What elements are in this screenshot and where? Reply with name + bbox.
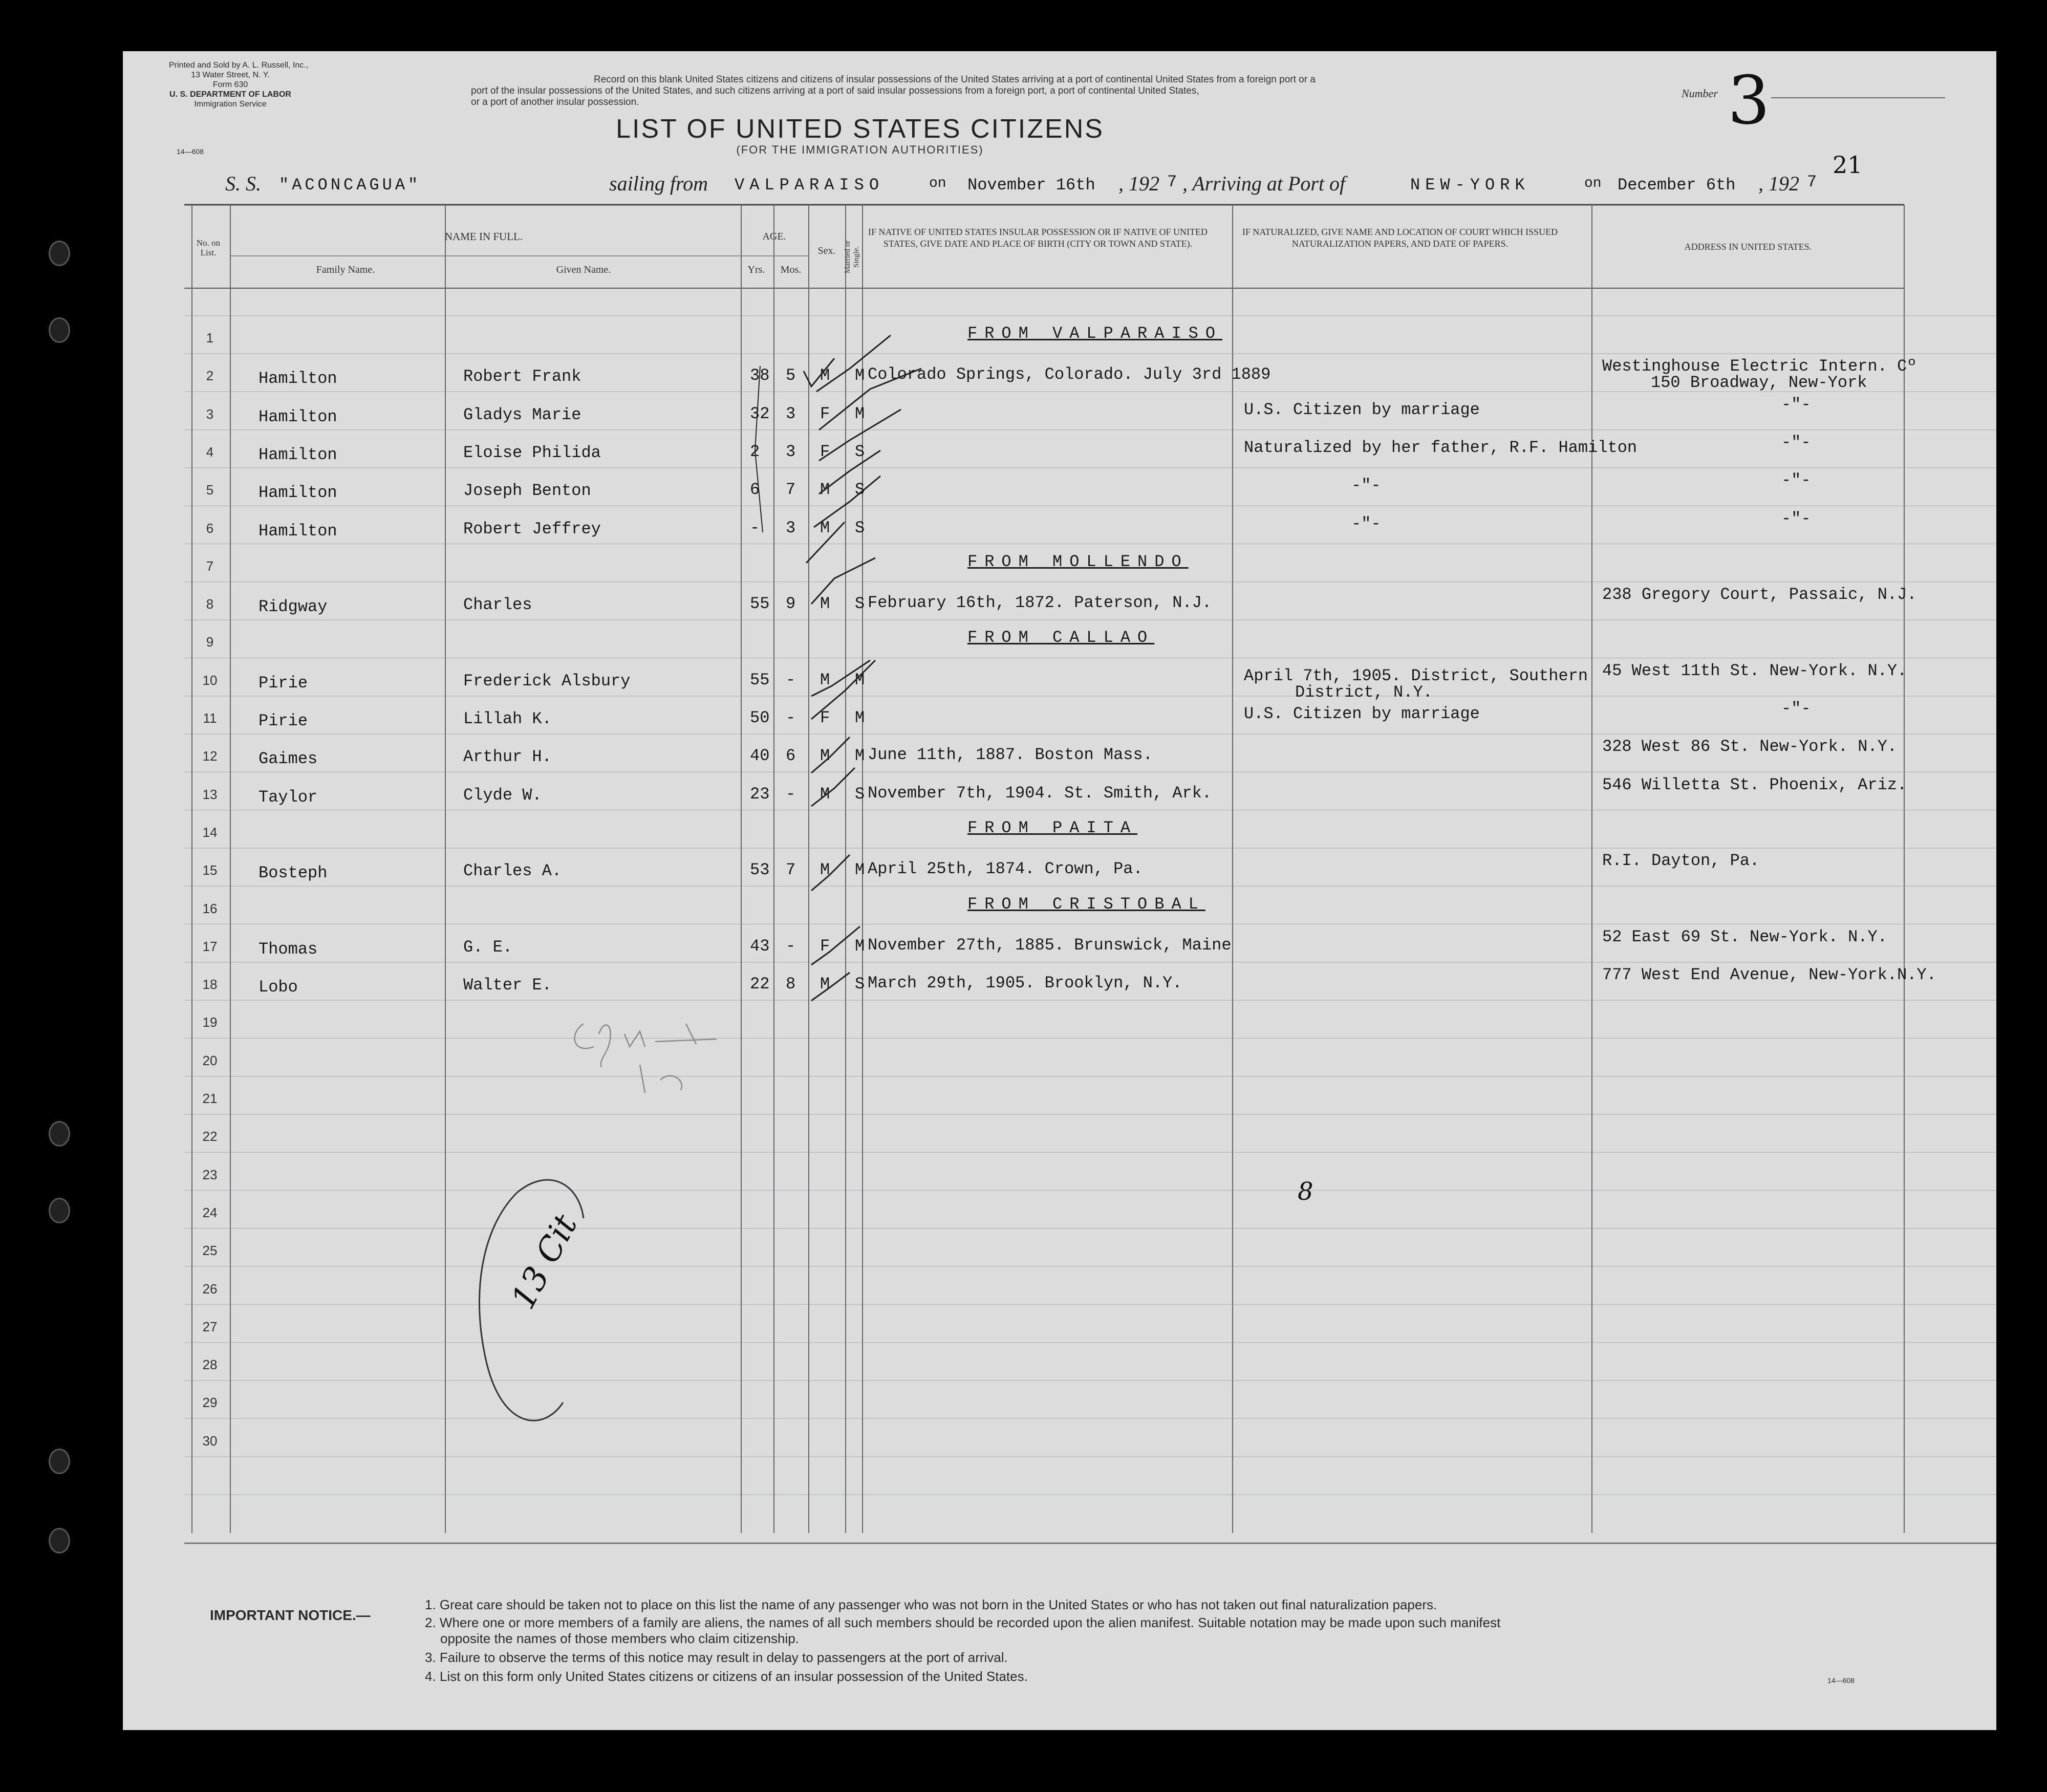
year-suffix-2: 7 [1807,172,1817,191]
age-months: 3 [786,404,796,423]
naturalization-info: Naturalized by her father, R.F. Hamilton [1244,438,1637,457]
us-address: 45 West 11th St. New-York. N.Y. [1602,661,1907,680]
binder-hole [49,1528,70,1553]
naturalization-info: April 7th, 1905. District, Southern [1244,666,1588,685]
family-name: Hamilton [258,445,337,464]
binder-hole [49,1198,70,1223]
age-years: - [750,518,760,537]
department: U. S. DEPARTMENT OF LABOR [169,90,291,99]
row-number: 19 [202,1014,218,1030]
row-number: 17 [202,938,218,954]
sailing-label: sailing from [609,172,708,195]
circled-note: 13 Cit [504,1208,585,1315]
us-address: -"- [1781,433,1811,452]
number-label: Number [1682,87,1718,100]
given-name: Gladys Marie [463,405,581,424]
birth-info: April 25th, 1874. Crown, Pa. [868,859,1143,879]
marital-status: S [855,784,865,804]
age-years: 50 [750,708,770,727]
header-yrs: Yrs. [747,264,765,275]
sex: F [820,708,830,727]
year-prefix-1: , 192 [1118,172,1159,195]
header-married-single: Married or Single. [844,240,860,274]
marital-status: M [855,708,865,727]
row-number: 6 [206,520,214,536]
notice-item-1: 1. Great care should be taken not to place on this list the name of any passenger who was not born in the United States or who has not taken out final naturalization papers. [425,1597,1437,1612]
header-sex: Sex. [817,245,836,256]
us-address: Westinghouse Electric Intern. Cº [1602,357,1917,376]
given-name: Arthur H. [463,747,552,767]
age-months: - [786,708,796,727]
row-number: 3 [206,406,214,422]
page-mark: 8 [1298,1177,1313,1206]
on-label-2: on [1584,176,1602,191]
marital-status: S [855,442,865,461]
naturalization-info-cont: District, N.Y. [1295,682,1433,702]
marital-status: M [855,404,865,423]
given-name: Frederick Alsbury [463,671,631,690]
year-suffix-1: 7 [1167,172,1177,191]
age-years: 2 [750,442,760,461]
marital-status: M [855,936,865,956]
printer-line2: 13 Water Street, N. Y. [191,71,270,79]
form-code: 14—608 [177,147,204,156]
header-address: ADDRESS IN UNITED STATES. [1684,242,1812,252]
family-name: Thomas [258,939,318,959]
naturalization-info: -"- [1351,514,1381,533]
age-years: 55 [750,594,770,614]
age-months: - [786,784,796,804]
row-number: 24 [202,1204,218,1220]
naturalization-info: U.S. Citizen by marriage [1244,704,1480,723]
ss-label: S. S. [225,172,261,195]
marital-status: S [855,594,865,614]
us-address: 546 Willetta St. Phoenix, Ariz. [1602,775,1907,794]
row-number: 9 [206,634,214,650]
given-name: Charles [463,595,532,615]
marital-status: S [855,518,865,537]
row-number: 12 [202,748,218,764]
given-name: Robert Frank [463,367,581,386]
marital-status: M [855,860,865,880]
instruction-line1: Record on this blank United States citizens and citizens of insular possessions of the United States arriving at a port of continental United States from a foreign port or a [594,74,1316,85]
family-name: Hamilton [258,483,337,503]
given-name: Joseph Benton [463,481,591,501]
section-heading: FROM CRISTOBAL [967,894,1205,914]
faint-signature [575,1024,717,1093]
us-address: -"- [1781,395,1811,414]
age-months: 9 [786,594,796,614]
sex: M [820,518,830,537]
row-number: 11 [203,710,217,726]
family-name: Hamilton [258,407,337,426]
header-name-in-full: NAME IN FULL. [444,230,523,243]
row-number: 4 [206,444,214,460]
row-number: 30 [202,1433,218,1449]
arrival-port: NEW-YORK [1410,176,1530,195]
check-marks [755,335,921,1001]
us-address: 52 East 69 St. New-York. N.Y. [1602,927,1887,946]
row-number: 27 [202,1319,218,1334]
us-address: -"- [1781,471,1811,490]
us-address: -"- [1781,699,1811,718]
family-name: Pirie [258,673,308,693]
age-years: 6 [750,480,760,500]
family-name: Pirie [258,711,308,730]
departure-date: November 16th [967,176,1095,195]
row-number: 26 [202,1281,218,1297]
age-months: 7 [786,860,796,880]
on-label-1: on [929,176,946,191]
year-prefix-2: , 192 [1758,172,1799,195]
birth-info: November 7th, 1904. St. Smith, Ark. [868,783,1212,803]
family-name: Gaimes [258,749,318,769]
page-title: LIST OF UNITED STATES CITIZENS [616,114,1104,144]
manifest-sheet [123,51,1996,1730]
us-address: 238 Gregory Court, Passaic, N.J. [1602,585,1917,604]
header-family-name: Family Name. [316,264,375,275]
given-name: G. E. [463,937,513,957]
notice-heading: IMPORTANT NOTICE.— [210,1607,371,1623]
notice-item-3: 3. Failure to observe the terms of this notice may result in delay to passengers at the port of arrival. [425,1650,1008,1665]
row-number: 15 [202,862,218,878]
marital-status: M [855,366,865,385]
notice-item-2a: 2. Where one or more members of a family are aliens, the names of all such members should be recorded upon the alien manifest. Suitable notation may be made upon such manifest [425,1615,1501,1630]
birth-info: June 11th, 1887. Boston Mass. [868,745,1153,765]
family-name: Ridgway [258,597,328,617]
arriving-label: , Arriving at Port of [1182,172,1346,195]
naturalization-info: -"- [1351,476,1381,495]
row-number: 8 [206,596,214,612]
sex: M [820,366,830,385]
binder-hole [49,1449,70,1474]
given-name: Eloise Philida [463,443,601,462]
given-name: Robert Jeffrey [463,519,601,538]
header-birth: IF NATIVE OF UNITED STATES INSULAR POSSESSION OR IF NATIVE OF UNITED STATES, GIVE DATE AND PLACE OF BIRTH (CITY OR TOWN AND STATE). [868,227,1208,249]
row-number: 20 [202,1052,218,1068]
binder-hole [49,1121,70,1147]
given-name: Charles A. [463,861,562,881]
notice-items [425,1597,1935,1685]
header-no-on-list: No. on List. [196,238,221,257]
header-given-name: Given Name. [556,264,611,275]
row-number: 10 [202,672,218,688]
sex: F [820,936,830,956]
row-number: 22 [202,1129,218,1145]
us-address: -"- [1781,509,1811,528]
row-number: 25 [202,1243,218,1259]
age-months: - [786,670,796,689]
section-heading: FROM MOLLENDO [967,552,1189,571]
sex: M [820,670,830,689]
age-months: - [786,936,796,956]
us-address: 328 West 86 St. New-York. N.Y. [1602,737,1898,757]
departure-port: VALPARAISO [735,176,885,195]
given-name: Lillah K. [463,709,552,728]
header-mos: Mos. [780,264,802,275]
section-heading: FROM PAITA [967,818,1138,837]
sex: M [820,594,830,614]
instruction-line3: or a port of another insular possession. [471,97,639,107]
given-name: Clyde W. [463,785,542,805]
number-value: 3 [1728,61,1770,139]
row-number: 23 [202,1167,218,1182]
page-subtitle: (FOR THE IMMIGRATION AUTHORITIES) [736,143,984,156]
family-name: Hamilton [258,521,337,541]
handwritten-annotations [123,51,1996,1730]
instruction-line2: port of the insular possessions of the United States, and such citizens arriving at a port of said insular possessions from a foreign port, a port of continental United States, [471,85,1199,96]
page-number: 21 [1833,151,1863,179]
family-name: Hamilton [258,369,337,388]
age-years: 38 [750,366,770,385]
service: Immigration Service [194,100,267,109]
given-name: Walter E. [463,976,552,995]
section-heading: FROM VALPARAISO [967,324,1223,343]
family-name: Lobo [258,978,298,997]
birth-info: Colorado Springs, Colorado. July 3rd 1889 [868,365,1271,384]
header-age: AGE. [762,231,786,242]
birth-info: February 16th, 1872. Paterson, N.J. [868,593,1212,613]
birth-info: November 27th, 1885. Brunswick, Maine [868,935,1232,955]
row-number: 16 [202,900,218,916]
row-number: 5 [206,482,214,498]
row-number: 7 [206,558,214,574]
family-name: Taylor [258,787,318,807]
form-number: Form 630 [212,80,248,89]
footer-code: 14—608 [1827,1676,1855,1685]
sex: F [820,404,830,423]
sex: M [820,784,830,804]
row-number: 28 [202,1357,218,1373]
family-name: Bosteph [258,863,328,883]
age-months: 3 [786,518,796,537]
age-years: 53 [750,860,770,880]
us-address: 777 West End Avenue, New-York.N.Y. [1602,965,1936,985]
age-months: 8 [786,975,796,994]
age-months: 3 [786,442,796,461]
row-number: 18 [202,977,218,992]
sex: M [820,860,830,880]
row-number: 29 [202,1395,218,1411]
birth-info: March 29th, 1905. Brooklyn, N.Y. [868,974,1182,993]
marital-status: M [855,670,865,689]
marital-status: M [855,746,865,766]
row-number: 13 [202,786,218,802]
age-years: 23 [750,784,770,804]
marital-status: S [855,975,865,994]
notice-item-2b: opposite the names of those members who claim citizenship. [440,1631,799,1646]
row-number: 14 [202,824,218,840]
age-years: 32 [750,404,770,423]
header-naturalized: IF NATURALIZED, GIVE NAME AND LOCATION OF COURT WHICH ISSUED NATURALIZATION PAPERS, AND DATE OF PAPERS. [1242,227,1558,249]
sex: M [820,480,830,500]
row-number: 21 [202,1091,218,1106]
age-months: 7 [786,480,796,500]
age-years: 43 [750,936,770,956]
marital-status: S [855,480,865,500]
section-heading: FROM CALLAO [967,628,1155,647]
binder-hole [49,241,70,266]
naturalization-info: U.S. Citizen by marriage [1244,400,1480,419]
age-years: 40 [750,746,770,766]
age-months: 5 [786,366,796,385]
row-number: 2 [206,368,214,384]
age-years: 22 [750,975,770,994]
row-number: 1 [206,330,214,346]
age-years: 55 [750,670,770,689]
us-address: R.I. Dayton, Pa. [1602,851,1760,871]
sex: M [820,975,830,994]
ship-name: "ACONCAGUA" [279,176,421,195]
printer-line1: Printed and Sold by A. L. Russell, Inc., [169,61,309,70]
sex: F [820,442,830,461]
sex: M [820,746,830,766]
age-months: 6 [786,746,796,766]
arrival-date: December 6th [1618,176,1736,195]
binder-hole [49,317,70,343]
us-address-cont: 150 Broadway, New-York [1651,373,1867,393]
notice-item-4: 4. List on this form only United States citizens or citizens of an insular possession of the United States. [425,1669,1028,1684]
